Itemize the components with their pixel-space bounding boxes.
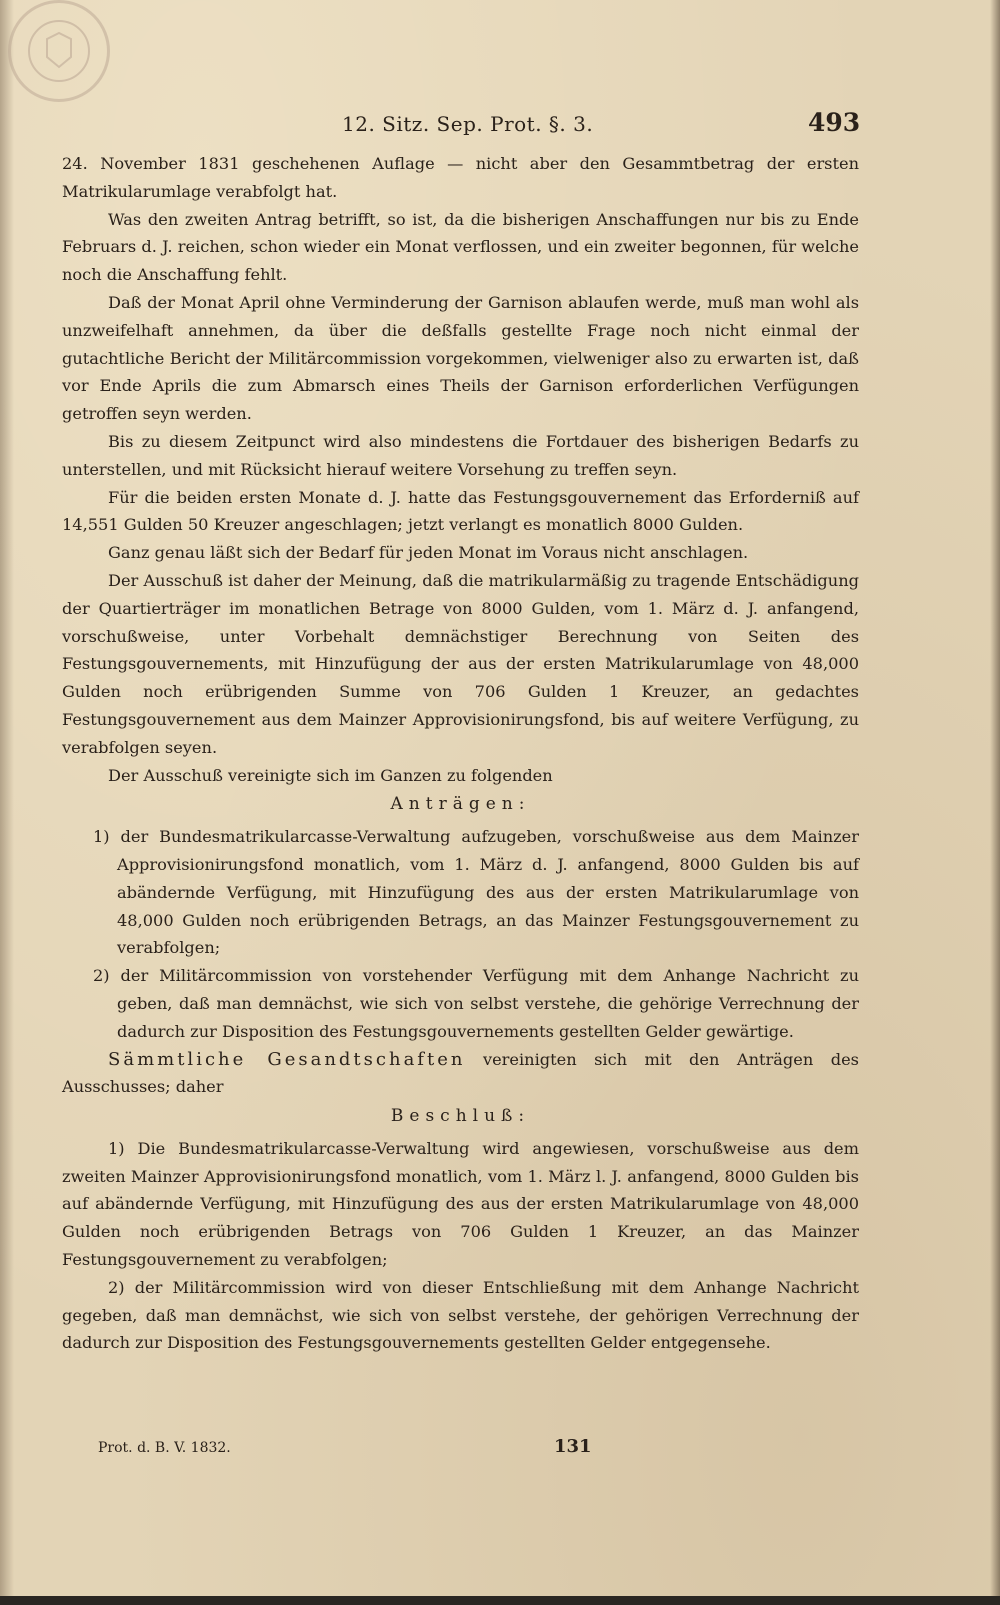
paragraph: Für die beiden ersten Monate d. J. hatte das Festungsgouvernement das Erforderniß auf 14,551 Gulden 50 Kreuzer angeschlagen; jetzt verlangt es monatlich 8000 Gulden. [62, 487, 859, 535]
gesandtschaften-spaced: Sämmtliche Gesandtschaften [108, 1048, 466, 1070]
gesandtschaften-paragraph [62, 1046, 859, 1102]
running-head: 12. Sitz. Sep. Prot. §. 3. [342, 112, 594, 136]
paragraph: Der Ausschuß ist daher der Meinung, daß die matrikularmäßig zu tragende Entschädigung der Quartierträger im monatlichen Betrage von 8000 Gulden, vom 1. März d. J. anfangend, vorschußweise, unter Vorbehalt demnächstiger Berechnung von Seiten des Festungsgouvernements, mit Hinzufügung der aus der ersten Matrikularumlage von 48,000 Gulden noch erübrigenden Summe von 706 Gulden 1 Kreuzer, an gedachtes Festungsgouvernement aus dem Mainzer Approvisionirungsfond, bis auf weitere Verfügung, zu verabfolgen seyen. [62, 570, 859, 757]
footer-source: Prot. d. B. V. 1832. [98, 1440, 231, 1456]
paragraph: Der Ausschuß vereinigte sich im Ganzen zu folgenden [108, 765, 553, 785]
footer-signature: 131 [554, 1436, 592, 1457]
beschluss-item: 2) der Militärcommission wird von dieser Entschließung mit dem Anhange Nachricht gegeben, daß man demnächst, wie sich von selbst verstehe, der gehörigen Verrechnung der dadurch zur Disposition des Festungsgouvernements gestellten Gelder entgegensehe. [62, 1277, 859, 1353]
antrag-item: 2) der Militärcommission von vorstehender Verfügung mit dem Anhange Nachricht zu geben, daß man demnächst, wie sich von selbst verstehe, die gehörige Verrechnung der dadurch zur Disposition des Festungsgouvernements gestellten Gelder gewärtige. [93, 966, 859, 1041]
paragraph: Daß der Monat April ohne Verminderung der Garnison ablaufen werde, muß man wohl als unzweifelhaft annehmen, da über die deßfalls gestellte Frage noch nicht einmal der gutachtliche Bericht der Militärcommission vorgekommen, vielweniger also zu erwarten ist, daß vor Ende Aprils die zum Abmarsch eines Theils der Garnison erforderlichen Verfügungen getroffen seyn werden. [62, 292, 859, 424]
body-text [62, 150, 859, 1357]
paragraph: Ganz genau läßt sich der Bedarf für jeden Monat im Voraus nicht anschlagen. [108, 543, 749, 563]
beschluss-item: 1) Die Bundesmatrikularcasse-Verwaltung wird angewiesen, vorschußweise aus dem zweiten Mainzer Approvisionirungsfond monatlich, vom 1. März l. J. anfangend, 8000 Gulden bis auf abändernde Verfügung, mit Hinzufügung des aus der ersten Matrikularumlage von 48,000 Gulden noch erübrigenden Betrags von 706 Gulden 1 Kreuzer, an das Mainzer Festungsgouvernement zu verabfolgen; [62, 1138, 859, 1270]
antrag-item: 1) der Bundesmatrikularcasse-Verwaltung aufzugeben, vorschußweise aus dem Mainzer Approvisionirungsfond monatlich, vom 1. März d. J. anfangend, 8000 Gulden bis auf abändernde Verfügung, mit Hinzufügung des aus der ersten Matrikularumlage von 48,000 Gulden noch erübrigenden Betrags, an das Mainzer Festungsgouvernement zu verabfolgen; [93, 827, 859, 958]
page-footer [84, 1436, 864, 1466]
paragraph: 24. November 1831 geschehenen Auflage — nicht aber den Gesammtbetrag der ersten Matrikularumlage verabfolgt hat. [62, 154, 859, 201]
paragraph: Was den zweiten Antrag betrifft, so ist, da die bisherigen Anschaffungen nur bis zu Ende Februars d. J. reichen, schon wieder ein Monat verflossen, und ein zweiter begonnen, für welche noch die Anschaffung fehlt. [62, 209, 859, 285]
antraege-heading: Anträgen: [390, 794, 531, 815]
page-number: 493 [808, 108, 861, 137]
gesandtschaften-rest: vereinigten sich mit den Anträgen des Ausschusses; daher [62, 1049, 859, 1097]
stamp-emblem-icon [19, 11, 99, 91]
paragraph: Bis zu diesem Zeitpunct wird also mindestens die Fortdauer des bisherigen Bedarfs zu unterstellen, und mit Rücksicht hierauf weitere Vorsehung zu treffen seyn. [62, 431, 859, 479]
library-stamp [8, 0, 110, 102]
beschluss-heading: Beschluß: [390, 1106, 531, 1127]
